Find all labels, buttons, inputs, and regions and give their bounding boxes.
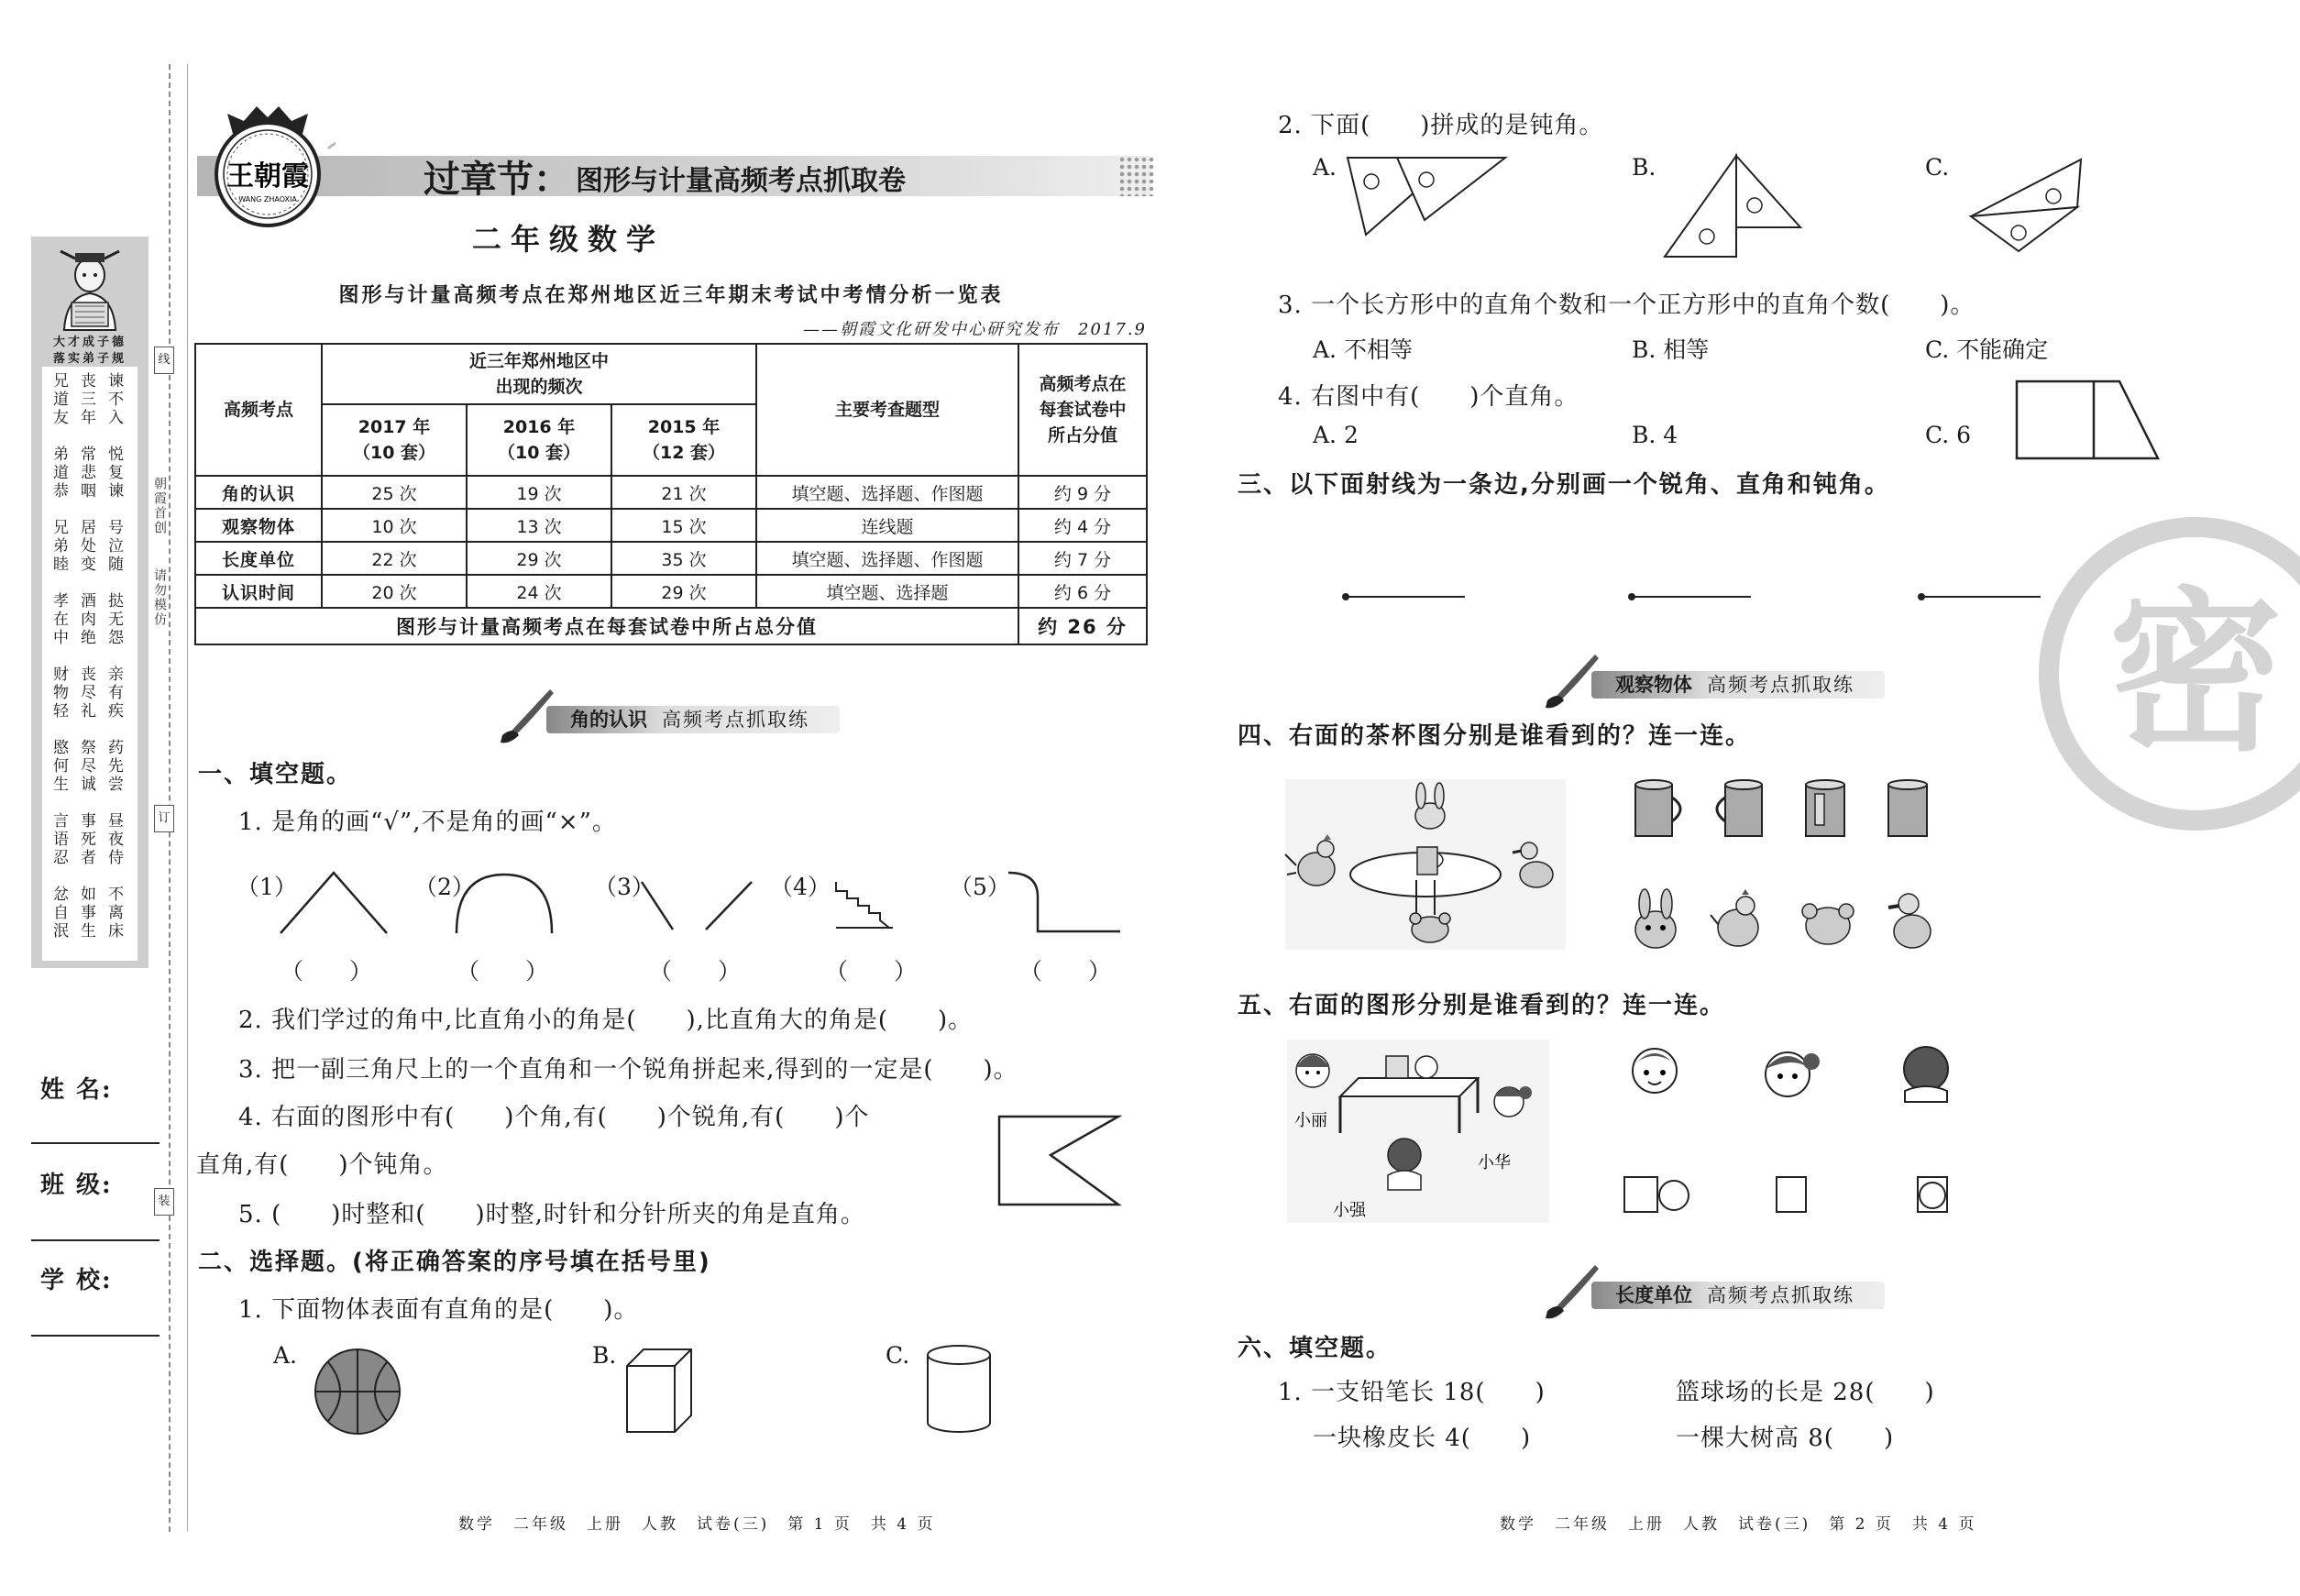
verse-line: 轻礼疾 — [53, 702, 136, 721]
ribbon-dots — [1118, 156, 1155, 196]
verse-line: 在肉无 — [53, 611, 136, 629]
angle-figure-3 — [638, 878, 757, 933]
logo-text: 王朝霞 — [226, 160, 309, 193]
verse-group — [42, 446, 138, 501]
angle-figure-2 — [453, 871, 558, 935]
ray-2[interactable] — [1626, 590, 1755, 603]
name-field[interactable] — [31, 1142, 160, 1144]
option-b[interactable]: B. — [592, 1342, 617, 1369]
rabbit-icon[interactable] — [1626, 887, 1685, 953]
option-c[interactable]: C. 不能确定 — [1925, 336, 2049, 363]
cell-types: 填空题、选择题、作图题 — [756, 542, 1018, 575]
cylinder-icon — [922, 1342, 996, 1437]
verse-line: 忍者侍 — [53, 849, 136, 867]
header-types: 主要考查题型 — [756, 344, 1018, 476]
angles-figure — [996, 1113, 1124, 1208]
r-q3-right-angle-count: 3. 一个长方形中的直角个数和一个正方形中的直角个数( )。 — [1278, 292, 1975, 319]
angle-figure-5 — [1005, 869, 1124, 935]
verse-group — [42, 592, 138, 647]
cell-types: 填空题、选择题、作图题 — [756, 476, 1018, 509]
binding-label-line: 线 — [154, 347, 174, 374]
basketball-icon — [312, 1346, 403, 1437]
verse-line: 泯生床 — [53, 922, 136, 941]
cell-topic: 认识时间 — [195, 575, 322, 608]
r-q4-right-angles-figure: 4. 右图中有( )个直角。 — [1278, 383, 1579, 411]
section1-heading: 一、填空题。 — [198, 761, 353, 788]
header-year: 2015 年 （12 套） — [611, 404, 756, 476]
teacup-scene — [1283, 777, 1568, 952]
q3-triangle-rulers: 3. 把一副三角尺上的一个直角和一个锐角拼起来,得到的一定是( )。 — [238, 1056, 1018, 1084]
sage-figure-icon — [44, 246, 136, 333]
dizigui-text — [42, 367, 138, 961]
option-b[interactable]: B. — [1632, 154, 1656, 181]
girl-xiaoli-icon — [1296, 1054, 1329, 1087]
triangles-figure-b — [1659, 150, 1806, 260]
ray-3[interactable] — [1916, 590, 2044, 603]
section-banner-observe — [1540, 662, 1907, 700]
title-colon: ： — [534, 158, 570, 201]
cup-view-1[interactable] — [1630, 777, 1692, 843]
verse-line: 恭咽谏 — [53, 482, 136, 501]
watermark-char: 密 — [2107, 572, 2283, 775]
verse-line: 自事离 — [53, 904, 136, 922]
verse-line: 生诚尝 — [53, 776, 136, 794]
verse-line: 物尽有 — [53, 684, 136, 702]
cup-view-2[interactable] — [1705, 777, 1767, 843]
cuboid-icon — [623, 1344, 697, 1436]
cup-view-4[interactable] — [1883, 777, 1934, 843]
cell-count: 25 次 — [322, 476, 467, 509]
view-square[interactable] — [1773, 1173, 1810, 1216]
verse-line: 睦变随 — [53, 556, 136, 574]
cell-total-value: 约 26 分 — [1018, 608, 1147, 644]
secret-watermark-icon — [2035, 513, 2300, 834]
cell-types: 填空题、选择题 — [756, 575, 1018, 608]
paper-title-sub: 图形与计量高频考点抓取卷 — [576, 165, 906, 197]
binding-label-bind: 订 — [154, 805, 174, 832]
header-year: 2017 年 （10 套） — [322, 404, 467, 476]
cell-count: 13 次 — [467, 509, 611, 542]
cell-count: 22 次 — [322, 542, 467, 575]
verse-line: 弟常悦 — [53, 446, 136, 464]
verse-line: 道悲复 — [53, 464, 136, 482]
cell-count: 35 次 — [611, 542, 756, 575]
cell-score: 约 4 分 — [1018, 509, 1147, 542]
angle-item-2-label: （2） — [414, 874, 475, 900]
verse-line: 道三不 — [53, 391, 136, 409]
answer-paren[interactable]: （ ） — [825, 958, 918, 985]
verse-group — [42, 372, 138, 427]
cell-score: 约 7 分 — [1018, 542, 1147, 575]
sidebar-dizigui — [31, 237, 149, 968]
banner-label: 观察物体 高频考点抓取练 — [1615, 674, 1854, 696]
cell-topic: 角的认识 — [195, 476, 322, 509]
verse-group — [42, 739, 138, 794]
table-row — [195, 542, 1147, 575]
answer-paren[interactable]: （ ） — [1019, 958, 1112, 985]
option-b[interactable]: B. 4 — [1632, 422, 1678, 448]
bear-icon — [1410, 913, 1450, 942]
cell-count: 10 次 — [322, 509, 467, 542]
cell-count: 29 次 — [467, 542, 611, 575]
triangles-figure-a — [1344, 152, 1509, 244]
option-a[interactable]: A. — [1313, 154, 1337, 181]
s2-q1-prompt: 1. 下面物体表面有直角的是( )。 — [238, 1296, 639, 1324]
table-issuer: ——朝霞文化研发中心研究发布 2017.9 — [803, 320, 1147, 339]
cell-types: 连线题 — [756, 509, 1018, 542]
table-total-row — [195, 608, 1147, 644]
option-c[interactable]: C. — [886, 1342, 910, 1369]
verse-line: 语死夜 — [53, 831, 136, 849]
cell-total-label: 图形与计量高频考点在每套试卷中所占总分值 — [195, 608, 1018, 644]
verse-line: 友年入 — [53, 409, 136, 427]
cell-topic: 观察物体 — [195, 509, 322, 542]
verse-line: 财丧亲 — [53, 666, 136, 684]
table-row — [195, 575, 1147, 608]
banner-label: 角的认识 高频考点抓取练 — [570, 709, 809, 731]
verse-group — [42, 886, 138, 941]
verse-line: 兄丧谏 — [53, 372, 136, 391]
cell-score: 约 6 分 — [1018, 575, 1147, 608]
face-girl-front[interactable] — [1626, 1040, 1683, 1102]
verse-group — [42, 519, 138, 574]
header-freq-group: 近三年郑州地区中 出现的频次 — [322, 344, 756, 404]
s6-q1-tree: 一棵大树高 8( ) — [1676, 1425, 1895, 1452]
table-row — [195, 476, 1147, 509]
bear-icon[interactable] — [1799, 897, 1857, 950]
name-xiaoqiang: 小强 — [1333, 1201, 1366, 1220]
cell-count: 15 次 — [611, 509, 756, 542]
header-topic: 高频考点 — [195, 344, 322, 476]
option-a[interactable]: A. 2 — [1313, 422, 1359, 448]
binding-label-mount: 装 — [154, 1188, 174, 1216]
angle-item-5-label: （5） — [950, 874, 1010, 900]
vertical-note-original: 朝霞首创 — [152, 477, 167, 535]
ray-1[interactable] — [1340, 590, 1469, 603]
q5-clock-right-angle: 5. ( )时整和( )时整,时针和分针所夹的角是直角。 — [238, 1201, 865, 1228]
boy-xiaoqiang-icon — [1388, 1139, 1421, 1190]
school-field[interactable] — [31, 1335, 160, 1337]
banner-label: 长度单位 高频考点抓取练 — [1615, 1284, 1854, 1306]
q4-count-angles-line1: 4. 右面的图形中有( )个角,有( )个锐角,有( )个 — [238, 1104, 870, 1131]
stats-table — [194, 343, 1148, 645]
face-girl-pigtail[interactable] — [1758, 1040, 1822, 1104]
angle-item-3-label: （3） — [594, 874, 655, 900]
q2-angle-compare: 2. 我们学过的角中,比直角小的角是( ),比直角大的角是( )。 — [238, 1007, 974, 1034]
school-label: 学 校: — [40, 1267, 113, 1294]
verse-line: 弟处泣 — [53, 537, 136, 556]
brand-logo-icon — [200, 94, 336, 229]
logo-sub: WANG ZHAOXIA — [238, 195, 297, 204]
s6-q1-eraser: 一块橡皮长 4( ) — [1313, 1425, 1532, 1452]
angle-figure-4 — [832, 878, 897, 931]
duck-icon[interactable] — [1885, 886, 1936, 953]
option-c[interactable]: C. 6 — [1925, 422, 1972, 448]
verse-line: 愍祭药 — [53, 739, 136, 757]
angle-figure-1 — [277, 869, 391, 935]
cell-score: 约 9 分 — [1018, 476, 1147, 509]
verse-group — [42, 812, 138, 867]
verse-line: 何尽先 — [53, 757, 136, 776]
table-row — [195, 509, 1147, 542]
section5-heading: 五、右面的图形分别是谁看到的？连一连。 — [1238, 992, 1726, 1019]
answer-paren[interactable]: （ ） — [281, 958, 373, 985]
verse-line: 忿如不 — [53, 886, 136, 904]
name-label: 姓 名: — [40, 1076, 113, 1104]
verse-line: 言事昼 — [53, 812, 136, 831]
name-xiaohua: 小华 — [1478, 1153, 1511, 1172]
section2-heading: 二、选择题。(将正确答案的序号填在括号里) — [198, 1249, 711, 1276]
cell-count: 19 次 — [467, 476, 611, 509]
verse-line: 兄居号 — [53, 519, 136, 537]
motto-line-2: 落实弟子规 — [52, 352, 127, 366]
cell-count: 29 次 — [611, 575, 756, 608]
option-c[interactable]: C. — [1925, 154, 1950, 181]
paper-title-main: 过章节： — [424, 158, 570, 201]
option-a[interactable]: A. — [273, 1342, 298, 1369]
q1-fill-prompt: 1. 是角的画“√”,不是角的画“×”。 — [238, 809, 617, 836]
face-boy-back[interactable] — [1896, 1040, 1956, 1104]
binding-dashed-line — [169, 64, 171, 1532]
header-year: 2016 年 （10 套） — [467, 404, 611, 476]
subject-title: 二年级数学 — [471, 222, 665, 257]
answer-paren[interactable]: （ ） — [457, 958, 549, 985]
section3-heading: 三、以下面射线为一条边,分别画一个锐角、直角和钝角。 — [1238, 471, 1890, 499]
s6-q1-court: 篮球场的长是 28( ) — [1676, 1379, 1935, 1406]
motto-line-1: 大才成子德 — [52, 336, 127, 349]
angle-item-4-label: （4） — [770, 874, 831, 900]
option-b[interactable]: B. 相等 — [1632, 336, 1710, 363]
view-square-circle[interactable] — [1621, 1173, 1692, 1216]
footer-page-2: 数学 二年级 上册 人教 试卷(三) 第 2 页 共 4 页 — [1500, 1515, 1977, 1534]
triangles-figure-c — [1965, 156, 2085, 257]
cell-count: 21 次 — [611, 476, 756, 509]
children-table-scene — [1285, 1038, 1551, 1225]
r-q2-obtuse: 2. 下面( )拼成的是钝角。 — [1278, 112, 1604, 139]
q4-count-angles-line2: 直角,有( )个钝角。 — [196, 1151, 448, 1179]
rect-trapezoid-figure — [2013, 378, 2162, 462]
verse-line: 中绝怨 — [53, 629, 136, 647]
binding-dashed-line-inner — [187, 64, 188, 1532]
footer-page-1: 数学 二年级 上册 人教 试卷(三) 第 1 页 共 4 页 — [458, 1515, 936, 1534]
verse-group — [42, 666, 138, 721]
cell-topic: 长度单位 — [195, 542, 322, 575]
header-score: 高频考点在 每套试卷中 所占分值 — [1018, 344, 1147, 476]
cell-count: 24 次 — [467, 575, 611, 608]
rooster-icon[interactable] — [1709, 887, 1769, 952]
cup-view-3[interactable] — [1800, 777, 1852, 843]
s6-q1-pencil: 1. 一支铅笔长 18( ) — [1278, 1379, 1546, 1406]
section4-heading: 四、右面的茶杯图分别是谁看到的？连一连。 — [1238, 722, 1752, 750]
section-banner-angles — [495, 697, 862, 735]
section-banner-length — [1540, 1272, 1907, 1311]
name-xiaoli: 小丽 — [1294, 1111, 1327, 1130]
section6-heading: 六、填空题。 — [1238, 1335, 1392, 1362]
view-square-with-circle[interactable] — [1914, 1173, 1951, 1216]
answer-paren[interactable]: （ ） — [649, 958, 742, 985]
class-field[interactable] — [31, 1239, 160, 1241]
verse-line: 孝酒挞 — [53, 592, 136, 611]
cell-count: 20 次 — [322, 575, 467, 608]
table-title: 图形与计量高频考点在郑州地区近三年期末考试中考情分析一览表 — [338, 284, 1004, 307]
class-label: 班 级: — [40, 1172, 113, 1199]
vertical-note-no-copy: 请勿模仿 — [152, 568, 167, 627]
angle-item-1-label: （1） — [237, 874, 297, 900]
option-a[interactable]: A. 不相等 — [1313, 336, 1413, 363]
